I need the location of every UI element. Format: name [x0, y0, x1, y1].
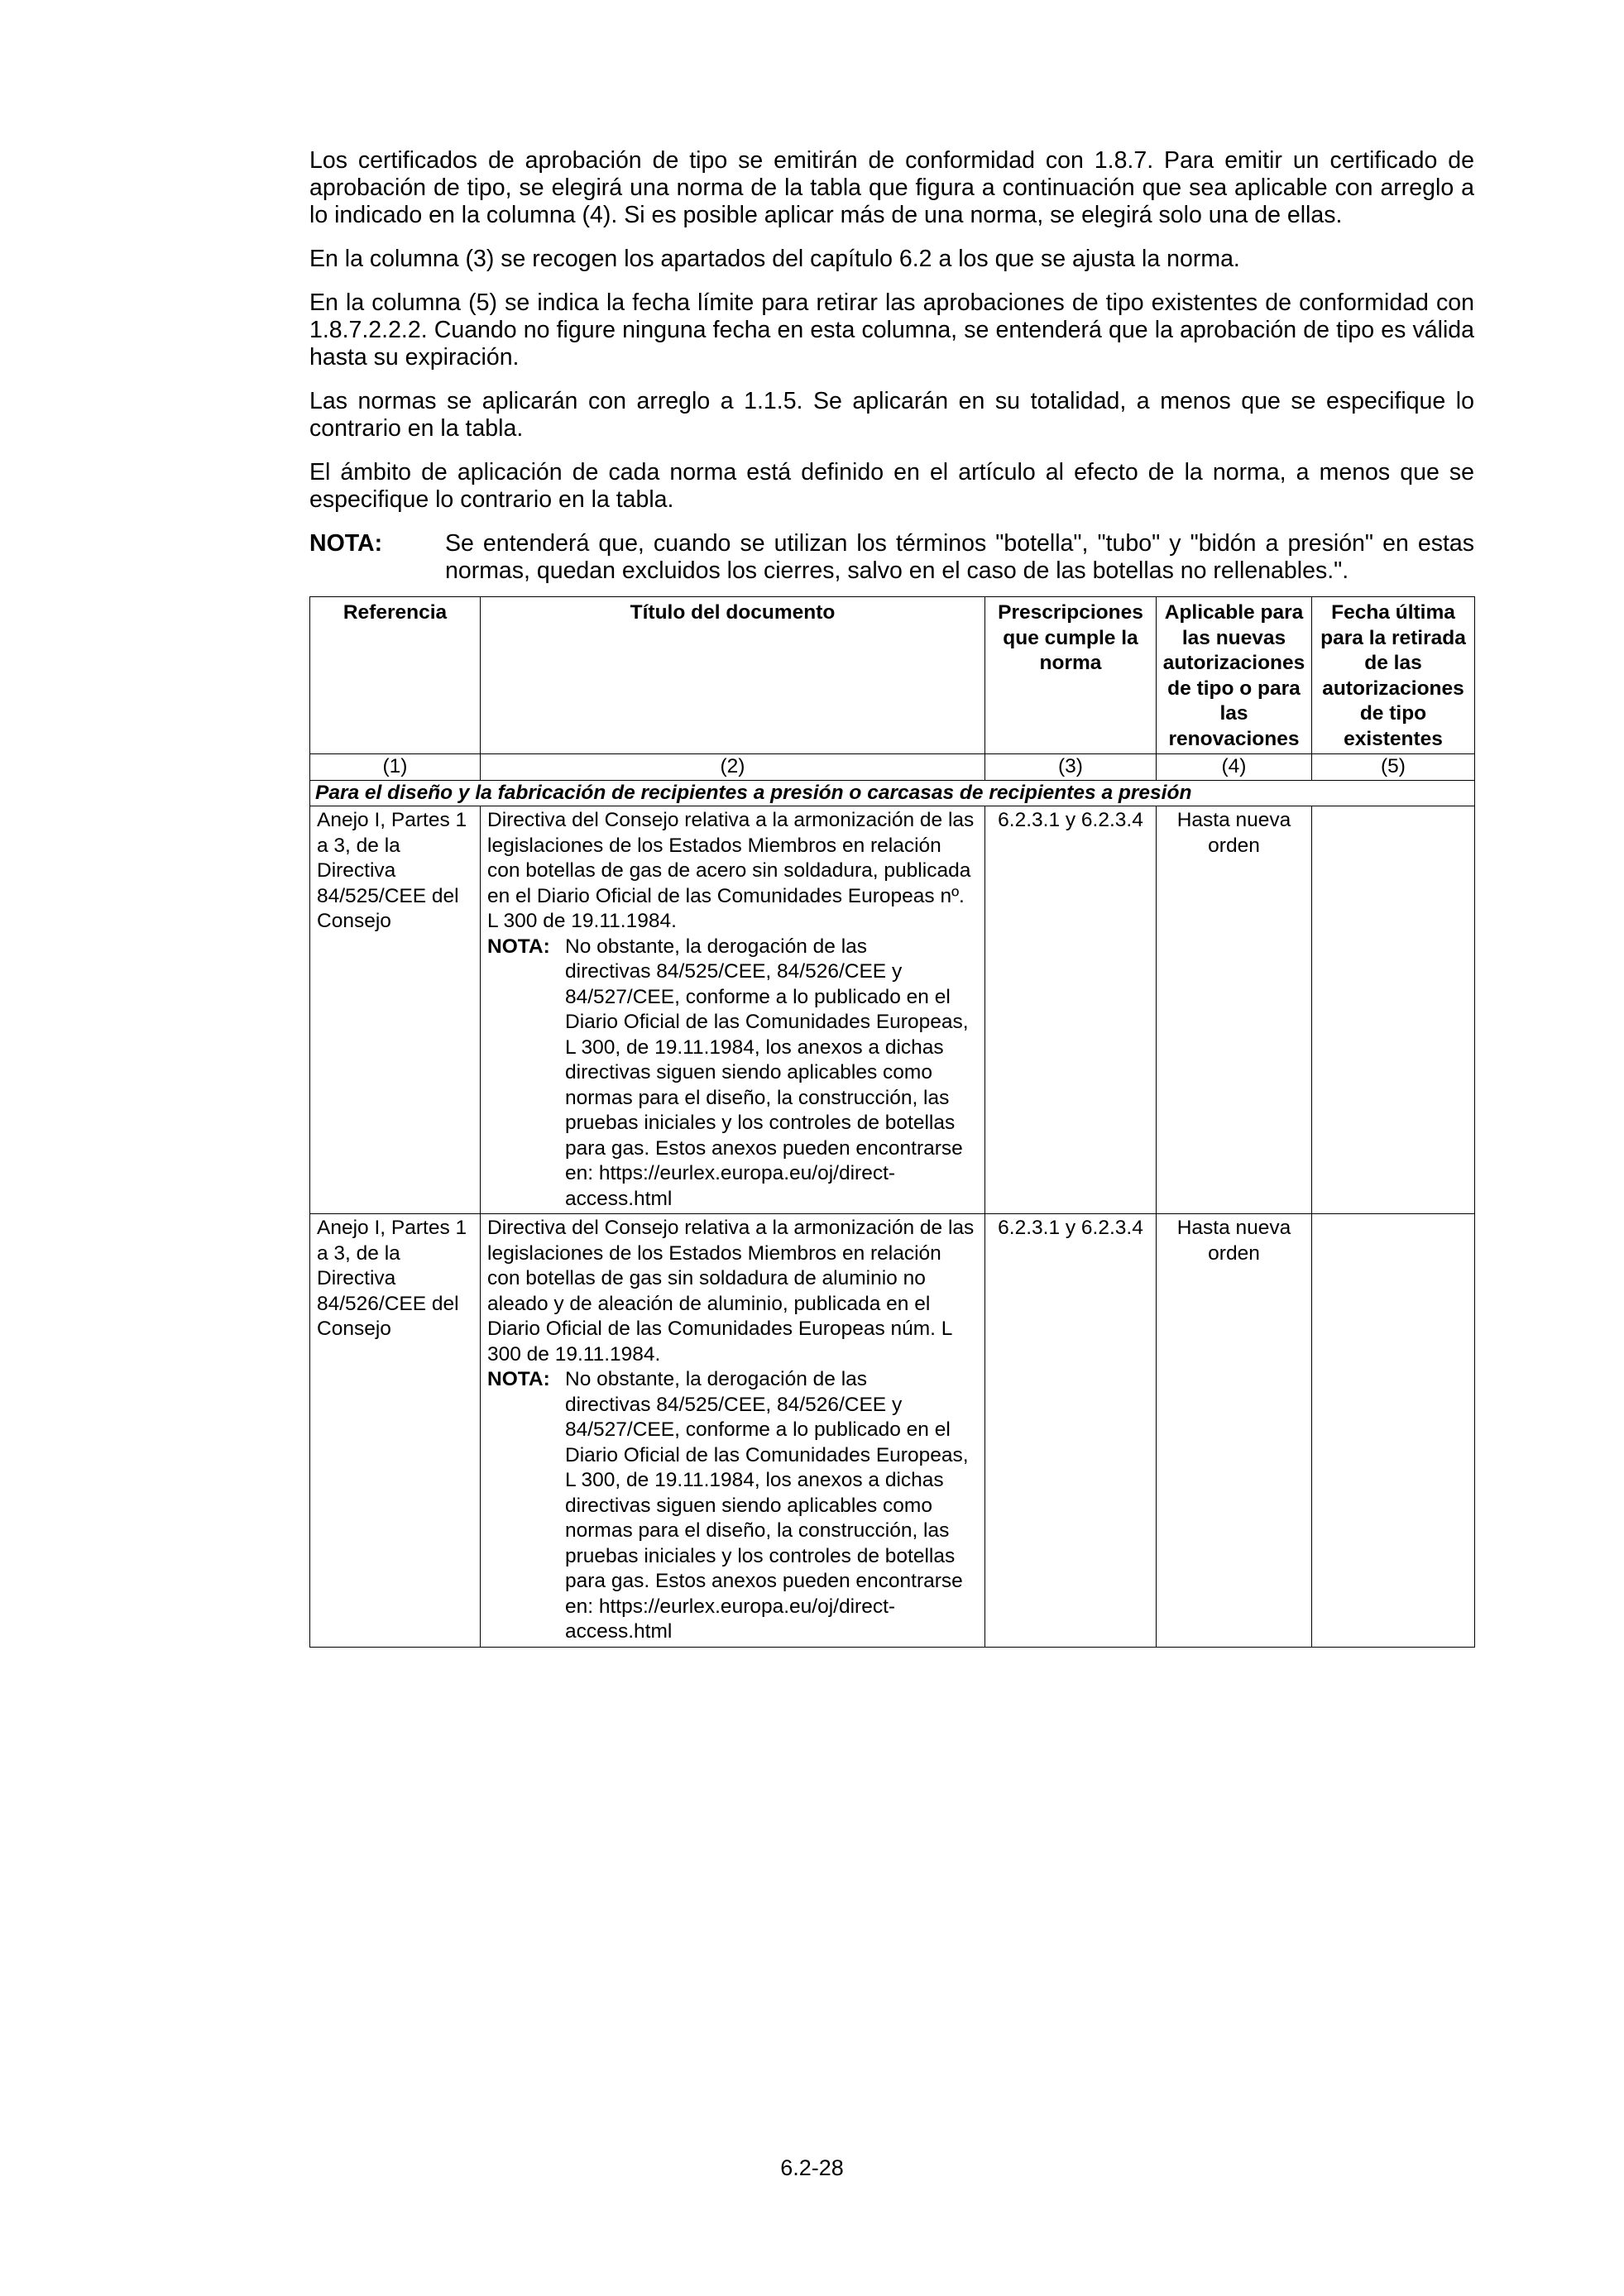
intro-note-label: NOTA:	[309, 530, 383, 557]
title-note-label: NOTA:	[487, 935, 550, 958]
title-note-body: directivas 84/525/CEE, 84/526/CEE y 84/527/CEE, conforme a lo publicado en el Diario Oficial de las Comunidades Europeas, L 300, de 19.11.1984, los anexos a dichas directivas siguen siendo aplicables como normas para el diseño, la construcción, las pruebas iniciales y los controles de botellas para gas. Estos anexos pueden encontrarse en: https://eurlex.europa.eu/oj/direct-access.html	[565, 1393, 969, 1643]
intro-paragraph-2: En la columna (3) se recogen los apartados del capítulo 6.2 a los que se ajusta la norma.	[309, 246, 1240, 272]
cell-withdrawal-date	[1312, 1214, 1475, 1648]
cell-requirements: 6.2.3.1 y 6.2.3.4	[985, 1214, 1157, 1648]
cell-document-title	[481, 806, 985, 1214]
intro-paragraph-3: En la columna (5) se indica la fecha límite para retirar las aprobaciones de tipo existentes de conformidad con 1.8.7.2.2.2. Cuando no figure ninguna fecha en esta columna, se entenderá que la aprobación de tipo es válida hasta su expiración.	[309, 289, 1474, 371]
column-number: (4)	[1157, 754, 1312, 781]
section-title: Para el diseño y la fabricación de recipientes a presión o carcasas de recipientes a presión	[310, 780, 1475, 806]
column-number: (3)	[985, 754, 1157, 781]
page-number: 6.2-28	[780, 2155, 844, 2180]
title-note	[487, 935, 978, 960]
header-document-title: Título del documento	[481, 597, 985, 754]
title-note-first-line: No obstante, la derogación de las	[565, 1368, 868, 1390]
cell-withdrawal-date	[1312, 806, 1475, 1214]
title-note	[487, 1367, 978, 1393]
column-number-row	[310, 754, 1475, 781]
cell-requirements: 6.2.3.1 y 6.2.3.4	[985, 806, 1157, 1214]
cell-reference: Anejo I, Partes 1 a 3, de la Directiva 84/525/CEE del Consejo	[310, 806, 481, 1214]
title-note-body: directivas 84/525/CEE, 84/526/CEE y 84/527/CEE, conforme a lo publicado en el Diario Oficial de las Comunidades Europeas, L 300, de 19.11.1984, los anexos a dichas directivas siguen siendo aplicables como normas para el diseño, la construcción, las pruebas iniciales y los controles de botellas para gas. Estos anexos pueden encontrarse en: https://eurlex.europa.eu/oj/direct-access.html	[565, 960, 969, 1210]
document-title-text: Directiva del Consejo relativa a la armonización de las legislaciones de los Estados Miembros en relación con botellas de gas de acero sin soldadura, publicada en el Diario Oficial de las Comunidades Europeas nº. L 300 de 19.11.1984.	[487, 809, 975, 932]
intro-paragraph-5: El ámbito de aplicación de cada norma está definido en el artículo al efecto de la norma, a menos que se especifique lo contrario en la tabla.	[309, 459, 1474, 513]
intro-note	[309, 530, 1474, 585]
cell-applicable: Hasta nueva orden	[1157, 806, 1312, 1214]
document-page	[309, 147, 1474, 1648]
column-number: (1)	[310, 754, 481, 781]
title-note-first-line: No obstante, la derogación de las	[565, 935, 868, 958]
document-title-text: Directiva del Consejo relativa a la armonización de las legislaciones de los Estados Miembros en relación con botellas de gas sin soldadura de aluminio no aleado y de aleación de aluminio, publicada en el Diario Oficial de las Comunidades Europeas núm. L 300 de 19.11.1984.	[487, 1217, 975, 1366]
section-row	[310, 780, 1475, 806]
intro-paragraph-4: Las normas se aplicarán con arreglo a 1.1.5. Se aplicarán en su totalidad, a menos que se especifique lo contrario en la tabla.	[309, 388, 1474, 442]
table-header-row	[310, 597, 1475, 754]
header-withdrawal-date: Fecha última para la retirada de las autorizaciones de tipo existentes	[1312, 597, 1475, 754]
column-number: (5)	[1312, 754, 1475, 781]
column-number: (2)	[481, 754, 985, 781]
table-row	[310, 806, 1475, 1214]
title-note-label: NOTA:	[487, 1368, 550, 1390]
cell-applicable: Hasta nueva orden	[1157, 1214, 1312, 1648]
header-applicable: Aplicable para las nuevas autorizaciones de tipo o para las renovaciones	[1157, 597, 1312, 754]
intro-paragraph-1: Los certificados de aprobación de tipo se emitirán de conformidad con 1.8.7. Para emitir un certificado de aprobación de tipo, se elegirá una norma de la tabla que figura a continuación que sea aplicable con arreglo a lo indicado en la columna (4). Si es posible aplicar más de una norma, se elegirá solo una de ellas.	[309, 147, 1474, 228]
cell-document-title	[481, 1214, 985, 1648]
cell-reference: Anejo I, Partes 1 a 3, de la Directiva 84/526/CEE del Consejo	[310, 1214, 481, 1648]
header-reference: Referencia	[310, 597, 481, 754]
intro-note-text: Se entenderá que, cuando se utilizan los términos "botella", "tubo" y "bidón a presión" en estas normas, quedan excluidos los cierres, salvo en el caso de las botellas no rellenables.".	[445, 530, 1474, 584]
table-row	[310, 1214, 1475, 1648]
header-requirements: Prescripciones que cumple la norma	[985, 597, 1157, 754]
standards-table	[309, 596, 1475, 1648]
